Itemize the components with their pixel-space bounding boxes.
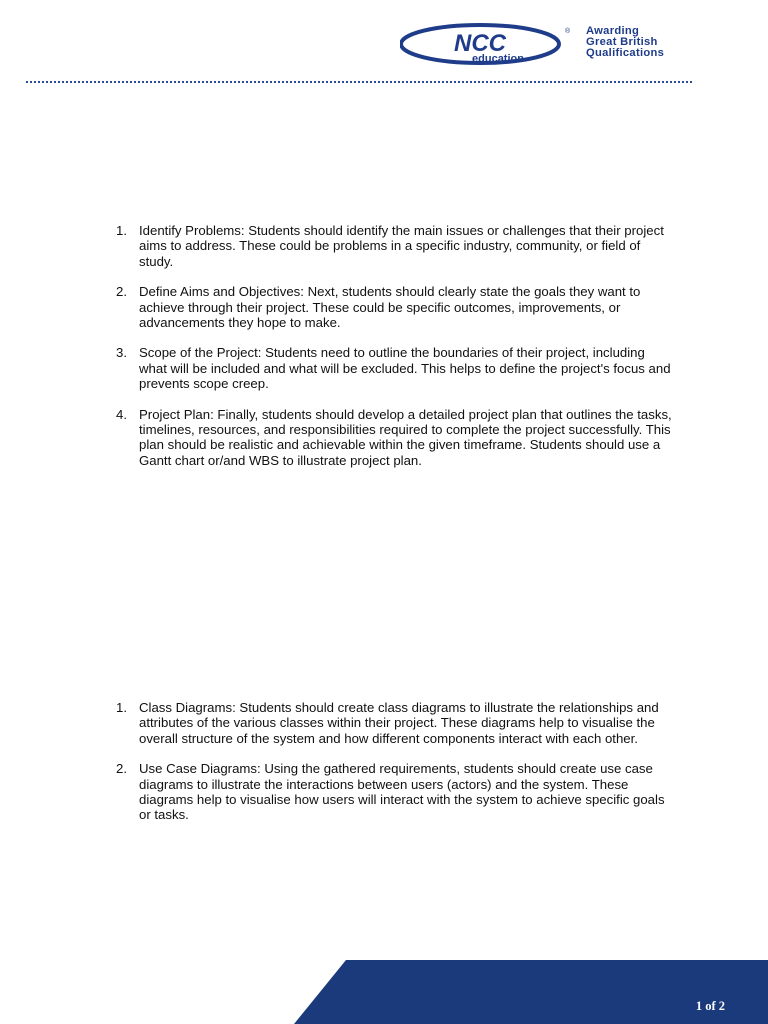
list-item xyxy=(114,223,674,269)
tagline-line-3: Qualifications xyxy=(586,46,665,59)
diagrams-list xyxy=(114,700,674,838)
list-item-text: Scope of the Project: Students need to outline the boundaries of their project, including what will be included and what will be excluded. This helps to define the project's focus and prevents scope creep. xyxy=(139,345,671,392)
list-item-number: 1. xyxy=(116,700,127,715)
list-item-number: 2. xyxy=(116,284,127,300)
page-number: 1 of 2 xyxy=(695,999,725,1013)
logo-brand-text: NCC xyxy=(454,30,506,57)
logo-tagline xyxy=(586,26,664,58)
list-item-text: Project Plan: Finally, students should develop a detailed project plan that outlines the tasks, timelines, resources, and responsibilities required to complete the project successfully. This plan should be realistic and achievable within the given timeframe. Students should use a Gantt chart or/and WBS to illustrate project plan. xyxy=(139,406,672,468)
list-item xyxy=(114,345,674,391)
list-item xyxy=(114,700,674,746)
list-item-text: Define Aims and Objectives: Next, students should clearly state the goals they want to achieve through their project. These could be specific outcomes, improvements, or advancements they hope to make. xyxy=(139,284,641,331)
ncc-swoosh-icon xyxy=(400,22,580,70)
list-item-number: 1. xyxy=(116,223,127,238)
list-item-text: Identify Problems: Students should identify the main issues or challenges that their project aims to address. These could be problems in a specific industry, community, or field of study. xyxy=(139,223,664,269)
footer-band xyxy=(0,960,768,1024)
ncc-education-logo xyxy=(400,22,700,70)
list-item xyxy=(114,761,674,823)
list-item xyxy=(114,407,674,469)
list-item-text: Use Case Diagrams: Using the gathered requirements, students should create use case diagrams to illustrate the interactions between users (actors) and the system. These diagrams help to visualise how users will interact with the system to achieve specific goals or tasks. xyxy=(139,761,665,823)
tagline-line-1: Awarding xyxy=(586,25,640,37)
logo-sub-text: education xyxy=(472,53,524,65)
project-requirements-list xyxy=(114,223,674,483)
header-dotted-rule xyxy=(26,81,692,83)
list-item-number: 3. xyxy=(116,345,127,361)
list-item xyxy=(114,284,674,330)
list-item-number: 2. xyxy=(116,761,127,777)
registered-mark: ® xyxy=(565,28,571,35)
list-item-text: Class Diagrams: Students should create class diagrams to illustrate the relationships and attributes of the various classes within their project. These diagrams help to visualise the overall structure of the system and how different components interact with each other. xyxy=(139,700,659,746)
tagline-line-2: Great British xyxy=(586,35,658,48)
list-item-number: 4. xyxy=(116,406,127,422)
